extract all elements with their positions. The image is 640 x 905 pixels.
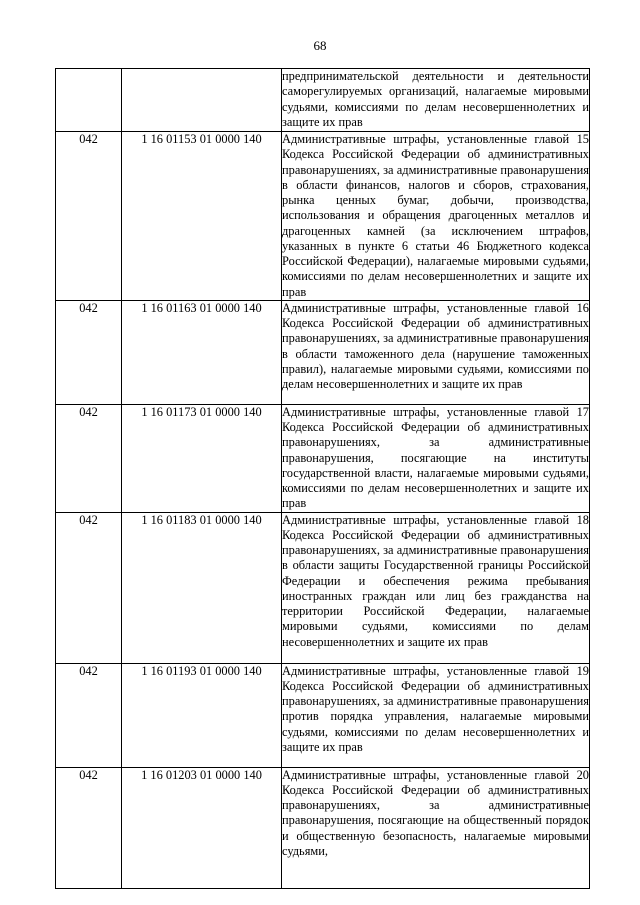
admin-code-cell: 042 <box>56 767 122 888</box>
table-row <box>56 132 590 301</box>
kbk-code-cell: 1 16 01163 01 0000 140 <box>122 300 282 404</box>
admin-code-cell: 042 <box>56 300 122 404</box>
table-row <box>56 663 590 767</box>
kbk-code-cell: 1 16 01153 01 0000 140 <box>122 132 282 301</box>
description-cell: Административные штрафы, установленные главой 17 Кодекса Российской Федерации об административных правонарушениях, за административные правонарушения, посягающие на институты государственной власти, налагаемые мировыми судьями, комиссиями по делам несовершеннолетних и защите их прав <box>282 404 589 511</box>
table-row <box>56 69 590 132</box>
description-cell: предпринимательской деятельности и деятельности саморегулируемых организаций, налагаемые мировыми судьями, комиссиями по делам несовершеннолетних и защите их прав <box>282 69 590 132</box>
kbk-code-cell: 1 16 01173 01 0000 140 <box>122 404 282 512</box>
budget-classification-table <box>55 68 590 889</box>
kbk-code-cell <box>122 69 282 132</box>
table-row <box>56 300 590 404</box>
admin-code-cell: 042 <box>56 404 122 512</box>
admin-code-cell: 042 <box>56 512 122 663</box>
description-cell: Административные штрафы, установленные главой 20 Кодекса Российской Федерации об административных правонарушениях, за административные правонарушения, посягающие на общественный порядок и общественную безопасность, налагаемые мировыми судьями, <box>282 767 590 888</box>
table-row <box>56 404 590 512</box>
description-cell: Административные штрафы, установленные главой 18 Кодекса Российской Федерации об административных правонарушениях, за административные правонарушения в области защиты Государственной границы Российской Федерации и обеспечения режима пребывания иностранных граждан или лиц без гражданства на территории Российской Федерации, налагаемые мировыми судьями, комиссиями по делам несовершеннолетних и защите их прав <box>282 512 590 663</box>
description-cell: Административные штрафы, установленные главой 16 Кодекса Российской Федерации об административных правонарушениях, за административные правонарушения в области таможенного дела (нарушение таможенных правил), налагаемые мировыми судьями, комиссиями по делам несовершеннолетних и защите их прав <box>282 300 590 404</box>
kbk-code-cell: 1 16 01203 01 0000 140 <box>122 767 282 888</box>
page-number: 68 <box>313 38 327 53</box>
admin-code-cell <box>56 69 122 132</box>
description-cell: Административные штрафы, установленные главой 19 Кодекса Российской Федерации об административных правонарушениях, за административные правонарушения против порядка управления, налагаемые мировыми судьями, комиссиями по делам несовершеннолетних и защите их прав <box>282 663 590 767</box>
kbk-code-cell: 1 16 01193 01 0000 140 <box>122 663 282 767</box>
description-cell: Административные штрафы, установленные главой 15 Кодекса Российской Федерации об административных правонарушениях, за административные правонарушения в области финансов, налогов и сборов, страхования, рынка ценных бумаг, добычи, производства, использования и обращения драгоценных металлов и драгоценных камней (за исключением штрафов, указанных в пункте 6 статьи 46 Бюджетного кодекса Российской Федерации), налагаемые мировыми судьями, комиссиями по делам несовершеннолетних и защите их прав <box>282 132 589 299</box>
kbk-code-cell: 1 16 01183 01 0000 140 <box>122 512 282 663</box>
admin-code-cell: 042 <box>56 663 122 767</box>
table-row <box>56 512 590 663</box>
admin-code-cell: 042 <box>56 132 122 301</box>
table-row <box>56 767 590 888</box>
